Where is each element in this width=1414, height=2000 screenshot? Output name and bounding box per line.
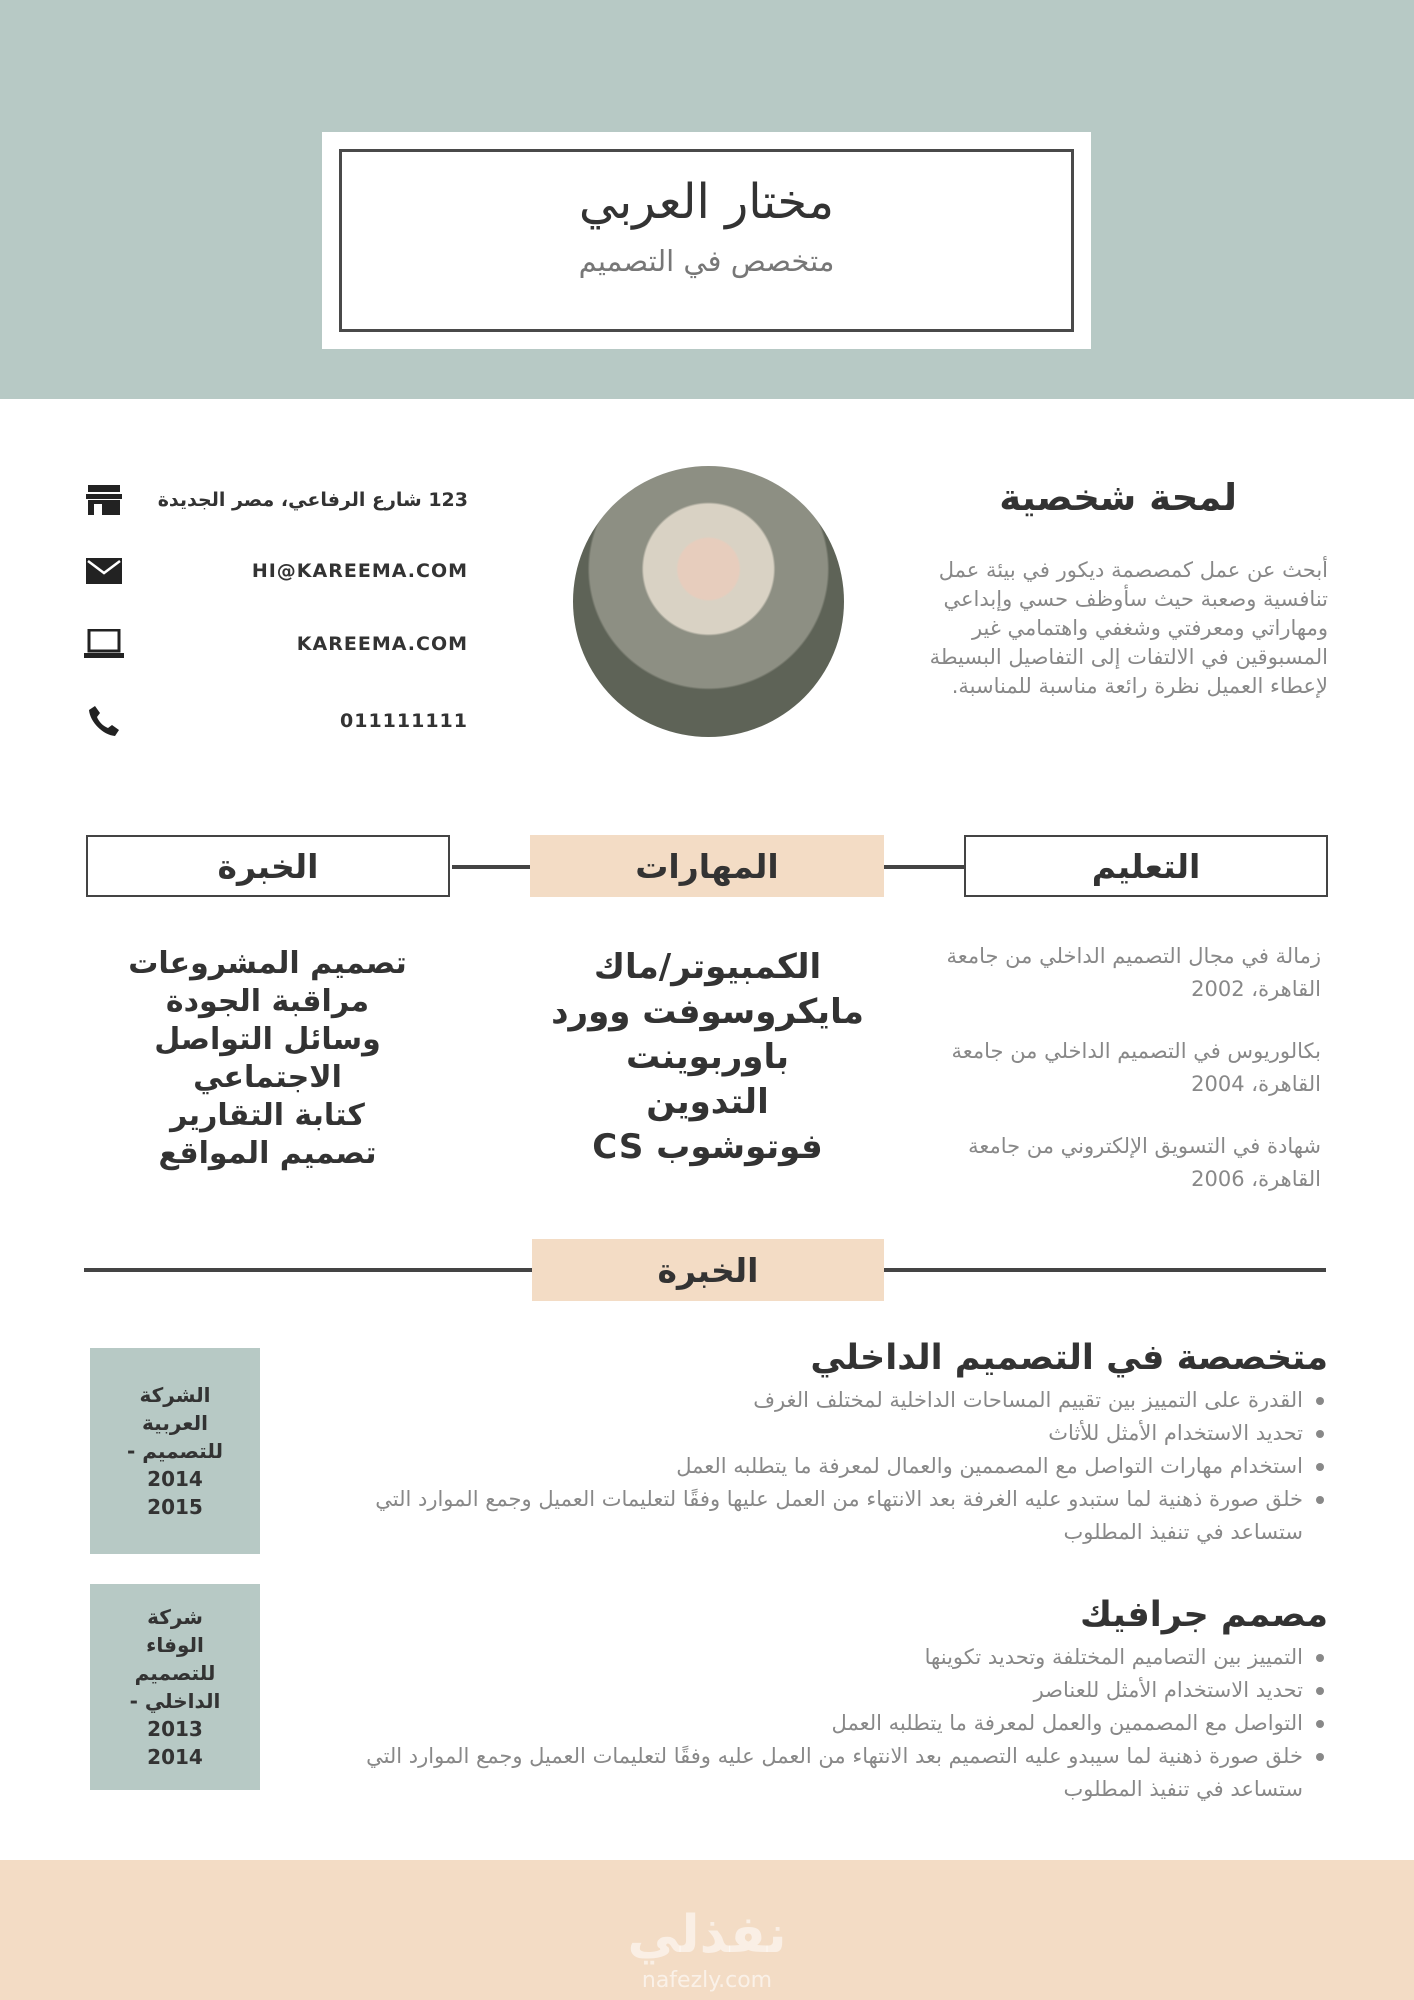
contact-email[interactable] bbox=[84, 551, 468, 591]
job-bullet: القدرة على التمييز بين تقييم المساحات الداخلية لمختلف الغرف bbox=[328, 1384, 1328, 1417]
connector-line-left bbox=[452, 865, 530, 869]
connector-line-right bbox=[884, 865, 964, 869]
laptop-icon bbox=[84, 624, 124, 664]
education-list bbox=[931, 940, 1321, 1225]
skill-item: التدوين bbox=[646, 1082, 769, 1122]
experience-area-item: تصميم المشروعات bbox=[128, 946, 407, 981]
skill-item: باوربوينت bbox=[626, 1037, 789, 1077]
education-item: زمالة في مجال التصميم الداخلي من جامعة القاهرة، 2002 bbox=[946, 944, 1321, 1001]
skills-list bbox=[520, 945, 895, 1170]
experience-heading: الخبرة bbox=[532, 1239, 884, 1301]
email-text[interactable]: HI@KAREEMA.COM bbox=[251, 560, 468, 582]
phone-icon bbox=[84, 701, 124, 741]
profile-text: أبحث عن عمل كمصصمة ديكور في بيئة عمل تنافسية وصعبة حيث سأوظف حسي وإبداعي ومهاراتي ومعرفتي وشغفي واهتمامي غير المسبوقين في الالتفات إلى التفاصيل البسيطة لإعطاء العميل نظرة رائعة مناسبة للمناسبة. bbox=[929, 558, 1328, 698]
name-card-frame bbox=[339, 149, 1074, 332]
phone-text[interactable]: 011111111 bbox=[340, 710, 468, 732]
profile-photo bbox=[573, 466, 844, 737]
website-text[interactable]: KAREEMA.COM bbox=[296, 633, 468, 655]
divider-right bbox=[884, 1268, 1326, 1272]
name-card bbox=[322, 132, 1091, 349]
address-text: 123 شارع الرفاعي، مصر الجديدة bbox=[157, 489, 468, 511]
job-entry bbox=[298, 1595, 1328, 1806]
contact-website[interactable] bbox=[84, 624, 468, 664]
job-bullet: خلق صورة ذهنية لما سيبدو عليه التصميم بعد الانتهاء من العمل عليه وفقًا لتعليمات العميل وجمع الموارد التي ستساعد في تنفيذ المطلوب bbox=[298, 1740, 1328, 1806]
experience-area-item: وسائل التواصل الاجتماعي bbox=[154, 1022, 381, 1095]
education-heading: التعليم bbox=[964, 835, 1328, 897]
experience-area-item: كتابة التقارير bbox=[170, 1098, 365, 1133]
job-bullet: خلق صورة ذهنية لما ستبدو عليه الغرفة بعد الانتهاء من العمل عليها وفقًا لتعليمات العميل وجمع الموارد التي ستساعد في تنفيذ المطلوب bbox=[328, 1483, 1328, 1549]
job-bullet: تحديد الاستخدام الأمثل للعناصر bbox=[298, 1674, 1328, 1707]
contact-phone[interactable] bbox=[84, 701, 468, 741]
mail-icon bbox=[84, 551, 124, 591]
watermark-url: nafezly.com bbox=[641, 1968, 773, 1993]
education-item: شهادة في التسويق الإلكتروني من جامعة القاهرة، 2006 bbox=[968, 1134, 1321, 1191]
person-name: مختار العربي bbox=[578, 174, 835, 230]
profile-heading: لمحة شخصية bbox=[999, 476, 1237, 519]
skills-heading: المهارات bbox=[530, 835, 884, 897]
job-title: متخصصة في التصميم الداخلي bbox=[810, 1338, 1328, 1378]
skill-item: الكمبيوتر/ماك bbox=[593, 947, 822, 987]
job-bullet: التواصل مع المصممين والعمل لمعرفة ما يتطلبه العمل bbox=[298, 1707, 1328, 1740]
job-title: مصمم جرافيك bbox=[1079, 1595, 1328, 1635]
experience-areas-heading: الخبرة bbox=[86, 835, 450, 897]
experience-area-item: مراقبة الجودة bbox=[165, 984, 370, 1019]
skill-item: مايكروسوفت وورد bbox=[551, 992, 864, 1032]
experience-area-item: تصميم المواقع bbox=[158, 1136, 377, 1171]
watermark-logo: نفذلي bbox=[627, 1905, 787, 1965]
company-box: شركة الوفاء للتصميم الداخلي - 2013 2014 bbox=[90, 1584, 260, 1790]
contact-address bbox=[84, 480, 468, 520]
experience-areas-list bbox=[100, 945, 435, 1173]
education-item: بكالوريوس في التصميم الداخلي من جامعة القاهرة، 2004 bbox=[951, 1039, 1321, 1096]
divider-left bbox=[84, 1268, 532, 1272]
company-box: الشركة العربية للتصميم - 2014 2015 bbox=[90, 1348, 260, 1554]
job-bullets bbox=[328, 1384, 1328, 1549]
job-bullet: تحديد الاستخدام الأمثل للأثاث bbox=[328, 1417, 1328, 1450]
job-bullet: التمييز بين التصاميم المختلفة وتحديد تكوينها bbox=[298, 1641, 1328, 1674]
store-icon bbox=[84, 480, 124, 520]
job-bullet: استخدام مهارات التواصل مع المصممين والعمال لمعرفة ما يتطلبه العمل bbox=[328, 1450, 1328, 1483]
job-bullets bbox=[298, 1641, 1328, 1806]
skill-item: فوتوشوب CS bbox=[592, 1127, 823, 1167]
job-entry bbox=[328, 1338, 1328, 1549]
person-title: متخصص في التصميم bbox=[578, 243, 835, 278]
